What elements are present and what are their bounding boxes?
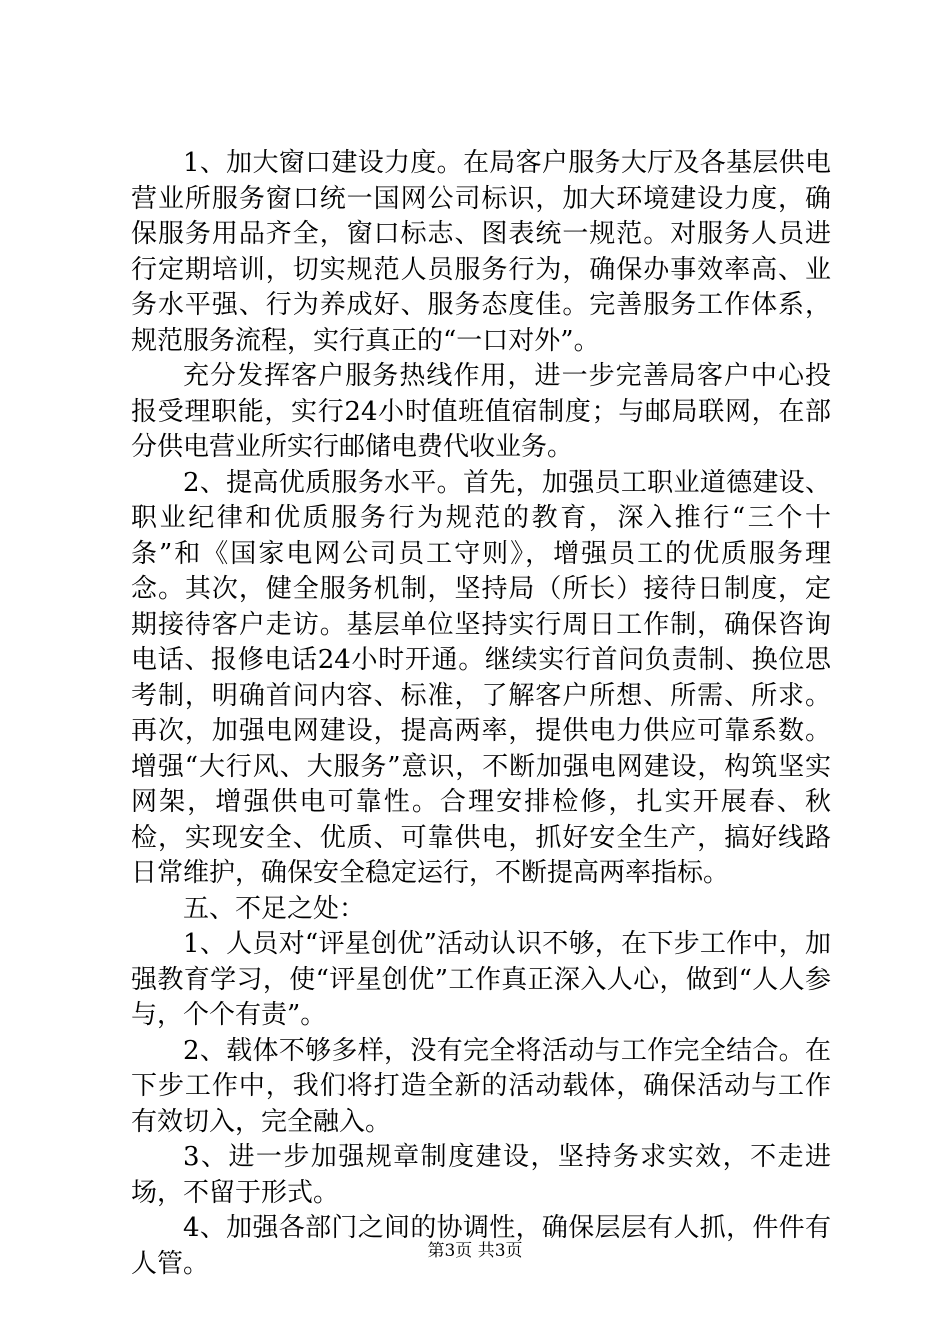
paragraph-hotline: 充分发挥客户服务热线作用，进一步完善局客户中心投报受理职能，实行24小时值班值宿制度；与邮局联网，在部分供电营业所实行邮储电费代收业务。 [131,361,831,462]
document-body [131,146,831,1282]
paragraph-shortcoming-3: 3、进一步加强规章制度建设，坚持务求实效，不走进场，不留于形式。 [131,1142,831,1208]
paragraph-window-construction: 1、加大窗口建设力度。在局客户服务大厅及各基层供电营业所服务窗口统一国网公司标识，加大环境建设力度，确保服务用品齐全，窗口标志、图表统一规范。对服务人员进行定期培训，切实规范人员服务行为，确保办事效率高、业务水平强、行为养成好、服务态度佳。完善服务工作体系，规范服务流程，实行真正的“一口对外”。 [131,148,831,356]
paragraph-service-quality: 2、提高优质服务水平。首先，加强员工职业道德建设、职业纪律和优质服务行为规范的教育，深入推行“三个十条”和《国家电网公司员工守则》，增强员工的优质服务理念。其次，健全服务机制，坚持局（所长）接待日制度，定期接待客户走访。基层单位坚持实行周日工作制，确保咨询电话、报修电话24小时开通。继续实行首问负责制、换位思考制，明确首问内容、标准，了解客户所想、所需、所求。再次，加强电网建设，提高两率，提供电力供应可靠系数。增强“大行风、大服务”意识，不断加强电网建设，构筑坚实网架，增强供电可靠性。合理安排检修，扎实开展春、秋检，实现安全、优质、可靠供电，抓好安全生产，搞好线路日常维护，确保安全稳定运行，不断提高两率指标。 [131,467,831,888]
paragraph-shortcoming-1: 1、人员对“评星创优”活动认识不够，在下步工作中，加强教育学习，使“评星创优”工作真正深入人心，做到“人人参与，个个有责”。 [131,929,831,1030]
paragraph-shortcoming-4: 4、加强各部门之间的协调性，确保层层有人抓，件件有人管。 [131,1213,831,1279]
section-heading-shortcomings: 五、不足之处： [183,893,366,924]
paragraph-shortcoming-2: 2、载体不够多样，没有完全将活动与工作完全结合。在下步工作中，我们将打造全新的活动载体，确保活动与工作有效切入，完全融入。 [131,1035,831,1137]
page-number-footer: 第3页 共3页 [427,1241,523,1261]
